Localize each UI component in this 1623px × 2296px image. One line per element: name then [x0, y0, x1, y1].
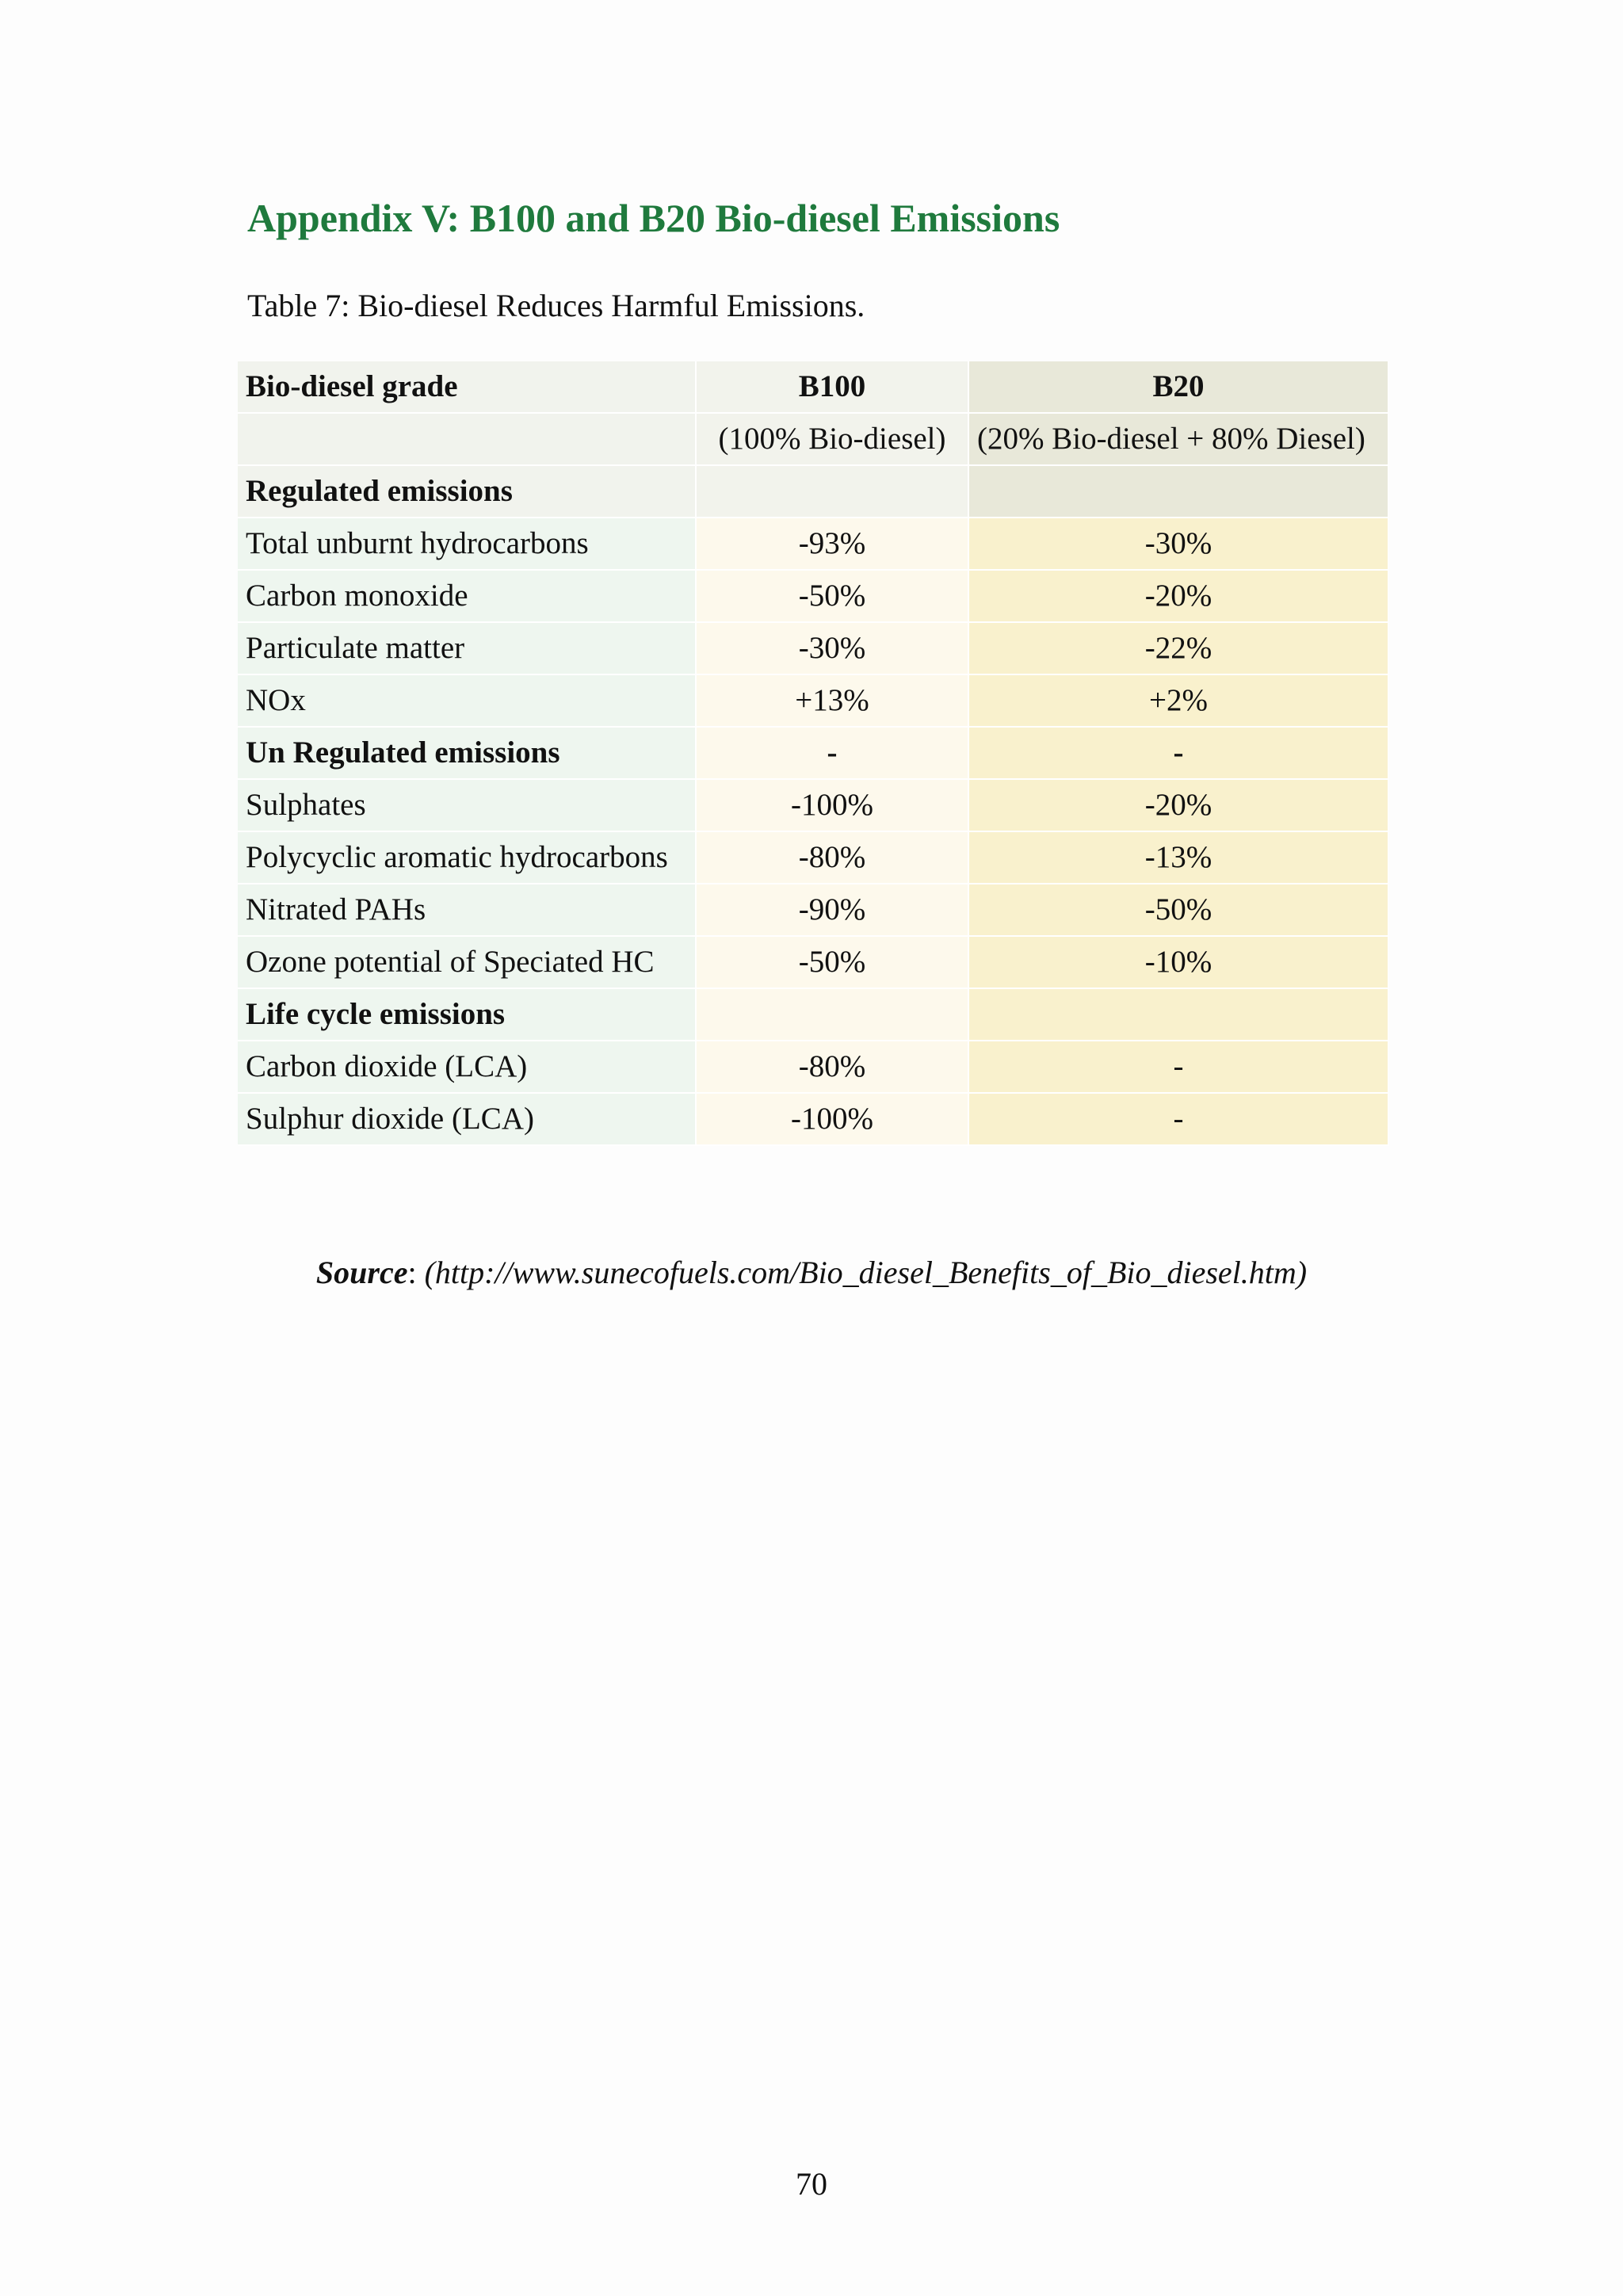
b20-value: -	[968, 727, 1388, 779]
b100-value: +13%	[696, 674, 968, 727]
table-row	[238, 936, 1388, 988]
b20-value: -30%	[968, 518, 1388, 570]
table-body	[238, 465, 1388, 1145]
emission-label: Carbon monoxide	[238, 570, 696, 622]
source-note	[0, 1254, 1623, 1291]
b100-value	[696, 465, 968, 518]
section-row	[238, 465, 1388, 518]
b20-value: -10%	[968, 936, 1388, 988]
b20-value: -20%	[968, 779, 1388, 831]
table-row	[238, 884, 1388, 936]
table-row	[238, 570, 1388, 622]
header-b20: B20	[968, 361, 1388, 413]
b20-value: -20%	[968, 570, 1388, 622]
subheader-b100: (100% Bio-diesel)	[696, 413, 968, 465]
appendix-heading: Appendix V: B100 and B20 Bio-diesel Emissions	[247, 196, 1060, 240]
section-row	[238, 727, 1388, 779]
emission-label: Polycyclic aromatic hydrocarbons	[238, 831, 696, 884]
b20-value: -	[968, 1041, 1388, 1093]
header-grade: Bio-diesel grade	[238, 361, 696, 413]
b100-value: -80%	[696, 1041, 968, 1093]
emission-label: Sulphates	[238, 779, 696, 831]
emission-label: Sulphur dioxide (LCA)	[238, 1093, 696, 1145]
b20-value	[968, 988, 1388, 1041]
emission-label: NOx	[238, 674, 696, 727]
header-b100: B100	[696, 361, 968, 413]
b100-value	[696, 988, 968, 1041]
emission-label: Particulate matter	[238, 622, 696, 674]
subheader-grade	[238, 413, 696, 465]
section-label: Un Regulated emissions	[238, 727, 696, 779]
source-separator: :	[407, 1255, 417, 1290]
table-row	[238, 1093, 1388, 1145]
table-row	[238, 779, 1388, 831]
b20-value: -22%	[968, 622, 1388, 674]
b20-value: -50%	[968, 884, 1388, 936]
section-row	[238, 988, 1388, 1041]
source-url: (http://www.sunecofuels.com/Bio_diesel_Benefits_of_Bio_diesel.htm)	[416, 1255, 1308, 1290]
b100-value: -100%	[696, 779, 968, 831]
table-row	[238, 831, 1388, 884]
table-row	[238, 674, 1388, 727]
b100-value: -30%	[696, 622, 968, 674]
b100-value: -93%	[696, 518, 968, 570]
table-row	[238, 1041, 1388, 1093]
section-label: Life cycle emissions	[238, 988, 696, 1041]
source-label: Source	[315, 1255, 408, 1290]
table-caption: Table 7: Bio-diesel Reduces Harmful Emissions.	[247, 288, 865, 323]
b20-value: -13%	[968, 831, 1388, 884]
b20-value: +2%	[968, 674, 1388, 727]
emission-label: Ozone potential of Speciated HC	[238, 936, 696, 988]
b100-value: -50%	[696, 570, 968, 622]
emissions-table	[238, 361, 1389, 1146]
subheader-b20: (20% Bio-diesel + 80% Diesel)	[968, 413, 1388, 465]
emission-label: Nitrated PAHs	[238, 884, 696, 936]
section-label: Regulated emissions	[238, 465, 696, 518]
b20-value	[968, 465, 1388, 518]
b100-value: -80%	[696, 831, 968, 884]
b100-value: -100%	[696, 1093, 968, 1145]
b100-value: -90%	[696, 884, 968, 936]
table-row	[238, 518, 1388, 570]
b20-value: -	[968, 1093, 1388, 1145]
emission-label: Carbon dioxide (LCA)	[238, 1041, 696, 1093]
b100-value: -50%	[696, 936, 968, 988]
page-number: 70	[796, 2166, 827, 2202]
emission-label: Total unburnt hydrocarbons	[238, 518, 696, 570]
table-subheader-row	[238, 413, 1388, 465]
table-row	[238, 622, 1388, 674]
table-header-row	[238, 361, 1388, 413]
b100-value: -	[696, 727, 968, 779]
